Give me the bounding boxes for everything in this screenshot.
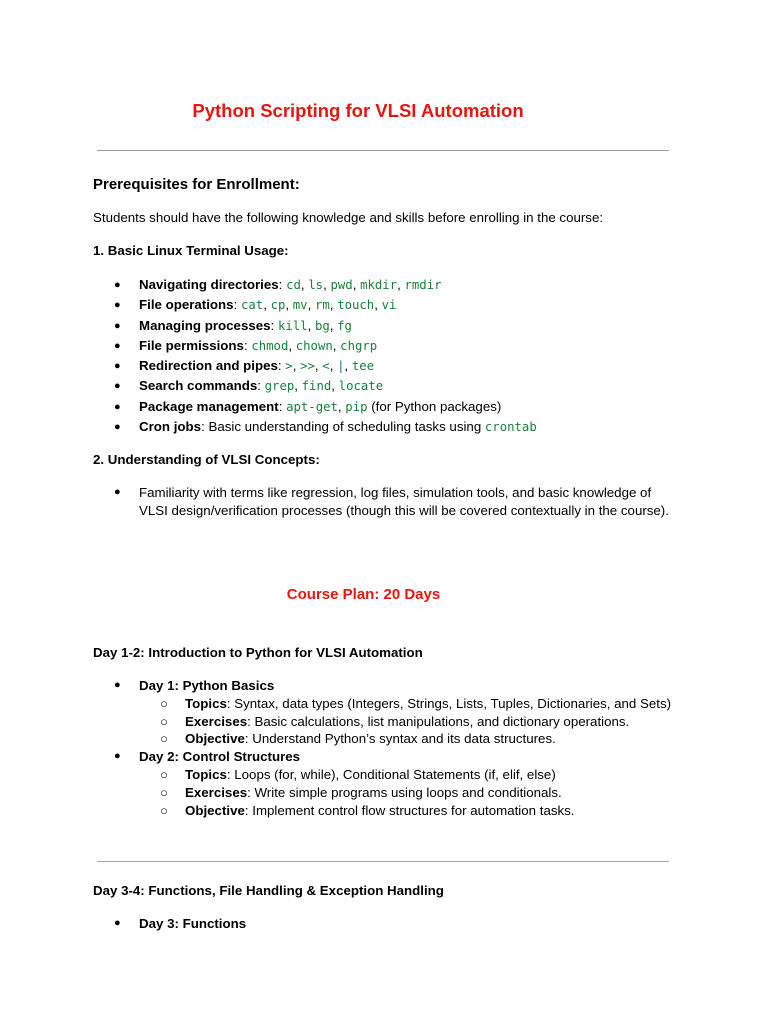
item-text: : Basic calculations, list manipulations, and dictionary operations. [247,713,630,729]
command-code: find [301,379,332,394]
item-text: : Understand Python’s syntax and its data structures. [244,731,556,747]
bullet-icon: ● [114,360,121,373]
command-code: apt-get [286,399,338,414]
command-code: > [285,359,293,374]
item-label: Search commands [139,378,258,394]
item-label: File operations [139,297,234,313]
horizontal-rule [97,150,669,151]
days-list [0,677,679,819]
circle-bullet-icon: ○ [160,802,168,818]
command-code: fg [337,318,352,333]
list-item [0,915,679,933]
bullet-icon: ● [114,679,121,691]
day-1-2-heading: Day 1-2: Introduction to Python for VLSI Automation [93,645,423,660]
sub-list-item [139,784,679,802]
command-code: < [322,359,330,374]
item-label: Topics [185,766,227,782]
bullet-icon: ● [114,279,121,291]
command-code: pip [345,399,368,414]
sub-list-item [139,695,679,713]
day-details-list [139,766,679,819]
command-code: pwd [330,278,353,292]
list-item: ● Search commands: grep, find, locate [0,376,679,396]
command-code: chmod [251,338,289,353]
day-3-list [0,915,679,933]
vlsi-concepts-list [0,484,679,520]
list-item: ● Navigating directories: cd, ls, pwd, mkdir, rmdir [0,275,679,295]
command-code: chown [295,338,333,353]
bullet-icon: ● [114,750,121,763]
circle-bullet-icon: ○ [160,713,168,729]
item-text: : Syntax, data types (Integers, Strings, Lists, Tuples, Dictionaries, and Sets) [226,695,672,711]
item-label: Redirection and pipes [139,358,278,374]
bullet-icon: ● [114,339,121,352]
command-code: cd [286,278,301,292]
prerequisites-heading: Prerequisites for Enrollment: [93,176,300,193]
day-title: Day 1: Python Basics [139,678,275,693]
list-item: ● Cron jobs: Basic understanding of scheduling tasks using crontab [0,417,679,437]
command-code: mkdir [360,278,398,292]
prerequisites-intro: Students should have the following knowledge and skills before enrolling in the course: [93,210,604,225]
list-item: ● Managing processes: kill, bg, fg [0,316,679,336]
command-code: | [337,359,345,374]
item-label: Topics [185,695,227,711]
bullet-icon: ● [114,421,121,434]
command-code: touch [337,298,375,313]
sub-list-item [139,713,679,731]
day-3-4-heading: Day 3-4: Functions, File Handling & Exception Handling [93,883,444,898]
circle-bullet-icon: ○ [160,784,168,800]
list-item: ● File permissions: chmod, chown, chgrp [0,336,679,356]
command-code: ls [308,278,324,292]
circle-bullet-icon: ○ [160,695,168,711]
item-text: : Loops (for, while), Conditional Statements (if, elif, else) [226,766,556,782]
command-code: vi [381,298,397,313]
item-text: Basic understanding of scheduling tasks using [208,419,485,435]
document-title: Python Scripting for VLSI Automation [192,100,524,121]
item-label: Exercises [185,784,248,800]
bullet-icon: ● [114,299,121,312]
sub-list-item [139,802,679,820]
command-code: locate [338,379,384,394]
item-label: Exercises [185,713,248,729]
sub-list-item [139,730,679,748]
vlsi-concepts-heading: 2. Understanding of VLSI Concepts: [93,452,320,467]
circle-bullet-icon: ○ [160,766,168,782]
list-item [0,748,679,819]
item-label: Managing processes [139,317,271,333]
day-title: Day 3: Functions [139,916,247,931]
bullet-icon: ● [114,486,121,498]
list-item: ● Package management: apt-get, pip (for Python packages) [0,397,679,417]
bullet-icon: ● [114,380,121,393]
day-details-list [139,695,679,748]
command-code: grep [264,379,295,394]
linux-usage-heading: 1. Basic Linux Terminal Usage: [93,243,289,258]
circle-bullet-icon: ○ [160,731,168,747]
list-item: ● File operations: cat, cp, mv, rm, touch, vi [0,295,679,315]
bullet-icon: ● [114,400,121,413]
command-code: rm [314,298,330,313]
bullet-icon: ● [114,319,121,332]
command-code: cp [270,298,286,313]
item-label: File permissions [139,337,244,353]
command-code: chgrp [340,338,378,353]
item-text: : Write simple programs using loops and conditionals. [247,784,562,800]
command-code: kill [277,318,308,333]
sub-list-item [139,766,679,784]
command-code: tee [351,359,375,374]
course-plan-heading: Course Plan: 20 Days [286,586,441,603]
day-title: Day 2: Control Structures [139,749,301,765]
vlsi-concepts-text: Familiarity with terms like regression, log files, simulation tools, and basic knowledge of VLSI design/verification processes (though this will be covered contextually in the course). [139,485,669,518]
item-label: Objective [185,731,245,747]
horizontal-rule [97,861,669,862]
list-item [0,677,679,748]
item-text: : Implement control flow structures for automation tasks. [244,802,575,818]
command-code: crontab [484,420,537,435]
command-code: bg [314,318,330,333]
command-code: cat [240,298,264,313]
bullet-icon: ● [114,917,121,929]
list-item: ● Redirection and pipes: >, >>, <, |, tee [0,356,679,376]
linux-skills-list [0,275,679,437]
item-label: Navigating directories [139,277,279,292]
item-label: Objective [185,802,245,818]
command-code: mv [292,298,308,313]
item-suffix: (for Python packages) [367,398,502,414]
list-item [0,484,679,520]
item-label: Cron jobs [139,419,202,435]
command-code: rmdir [404,278,442,292]
item-label: Package management [139,398,279,414]
command-code: >> [300,359,315,374]
